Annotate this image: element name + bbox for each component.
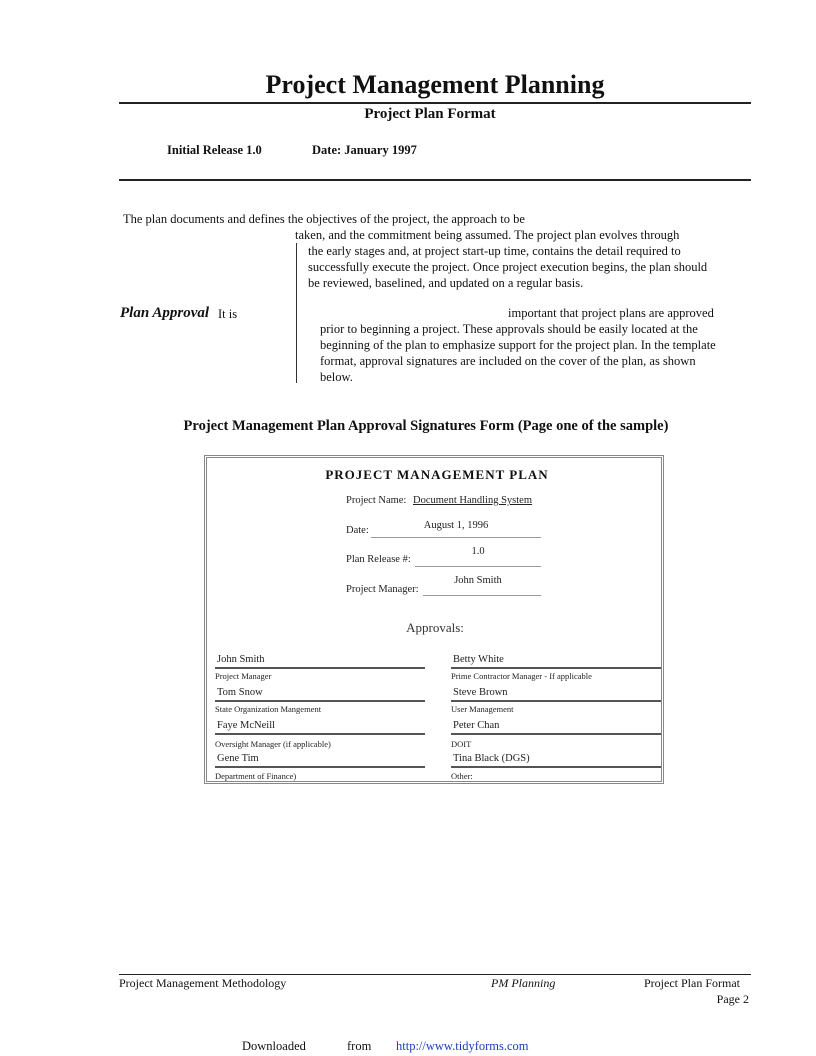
title-rule — [119, 102, 751, 104]
release-label: Initial Release 1.0 — [167, 143, 262, 157]
project-name-value: Document Handling System — [413, 495, 532, 506]
approval-line-2: prior to beginning a project. These approvals should be easily located at the — [320, 322, 698, 336]
signature-role: Oversight Manager (if applicable) — [215, 739, 331, 749]
signature-line — [215, 700, 425, 702]
approvals-label: Approvals: — [406, 620, 464, 635]
signature-role: Prime Contractor Manager - If applicable — [451, 671, 592, 681]
approval-form-image — [204, 455, 664, 784]
signature-name: Steve Brown — [453, 687, 508, 698]
date-line — [371, 537, 541, 538]
signature-line — [451, 766, 661, 768]
signature-name: John Smith — [217, 654, 265, 665]
plan-release-label: Plan Release #: — [346, 554, 411, 565]
signature-role: User Management — [451, 704, 514, 714]
header-bottom-rule — [119, 179, 751, 181]
figure-caption: Project Management Plan Approval Signatures Form (Page one of the sample) — [183, 418, 669, 434]
plan-approval-lead-in: It is — [218, 307, 238, 321]
signature-name: Betty White — [453, 654, 504, 665]
signature-name: Peter Chan — [453, 720, 500, 731]
signature-name: Gene Tim — [217, 753, 259, 764]
signature-name: Tom Snow — [217, 687, 263, 698]
document-subtitle: Project Plan Format — [364, 106, 496, 122]
signature-role: State Organization Mangement — [215, 704, 322, 714]
plan-approval-heading: Plan Approval — [120, 305, 210, 321]
signature-line — [215, 733, 425, 735]
form-title: PROJECT MANAGEMENT PLAN — [325, 467, 549, 482]
intro-line-4: successfully execute the project. Once project execution begins, the plan should — [308, 260, 708, 274]
footer-center: PM Planning — [491, 976, 556, 990]
form-date-label: Date: — [346, 525, 369, 536]
project-manager-label: Project Manager: — [346, 584, 419, 595]
manager-line — [423, 595, 541, 596]
signature-role: Other: — [451, 771, 473, 781]
download-link[interactable]: http://www.tidyforms.com — [396, 1039, 529, 1053]
footer-right: Project Plan Format — [644, 976, 740, 990]
form-date-value: August 1, 1996 — [423, 520, 489, 531]
release-date: Date: January 1997 — [312, 143, 417, 157]
intro-line-1: The plan documents and defines the objectives of the project, the approach to be — [123, 212, 525, 226]
margin-bar — [296, 243, 297, 383]
signature-role: Project Manager — [215, 671, 272, 681]
approval-line-3: beginning of the plan to emphasize support for the project plan. In the template — [320, 338, 716, 352]
intro-line-5: be reviewed, baselined, and updated on a regular basis. — [308, 276, 584, 290]
footer-rule — [119, 974, 751, 975]
intro-line-3: the early stages and, at project start-up time, contains the detail required to — [308, 244, 681, 258]
project-name-label: Project Name: — [346, 495, 407, 506]
page-number: Page 2 — [716, 992, 749, 1006]
plan-release-value: 1.0 — [471, 546, 485, 557]
download-from: from — [347, 1039, 372, 1053]
footer-left: Project Management Methodology — [119, 976, 287, 990]
signature-line — [215, 667, 425, 669]
download-word: Downloaded — [242, 1039, 306, 1053]
signature-role: DOIT — [451, 739, 472, 749]
approval-line-5: below. — [320, 370, 353, 384]
intro-line-2: taken, and the commitment being assumed. The project plan evolves through — [295, 228, 680, 242]
signature-role: Department of Finance) — [215, 771, 297, 781]
approval-line-4: format, approval signatures are included on the cover of the plan, as shown — [320, 354, 696, 368]
signature-line — [451, 700, 661, 702]
signature-line — [451, 667, 661, 669]
signature-line — [451, 733, 661, 735]
release-line — [415, 566, 541, 567]
signature-line — [215, 766, 425, 768]
project-manager-value: John Smith — [454, 575, 502, 586]
document-title: Project Management Planning — [265, 70, 605, 99]
approval-line-1: important that project plans are approved — [508, 306, 714, 320]
signature-name: Faye McNeill — [217, 720, 276, 731]
signature-name: Tina Black (DGS) — [453, 753, 530, 764]
